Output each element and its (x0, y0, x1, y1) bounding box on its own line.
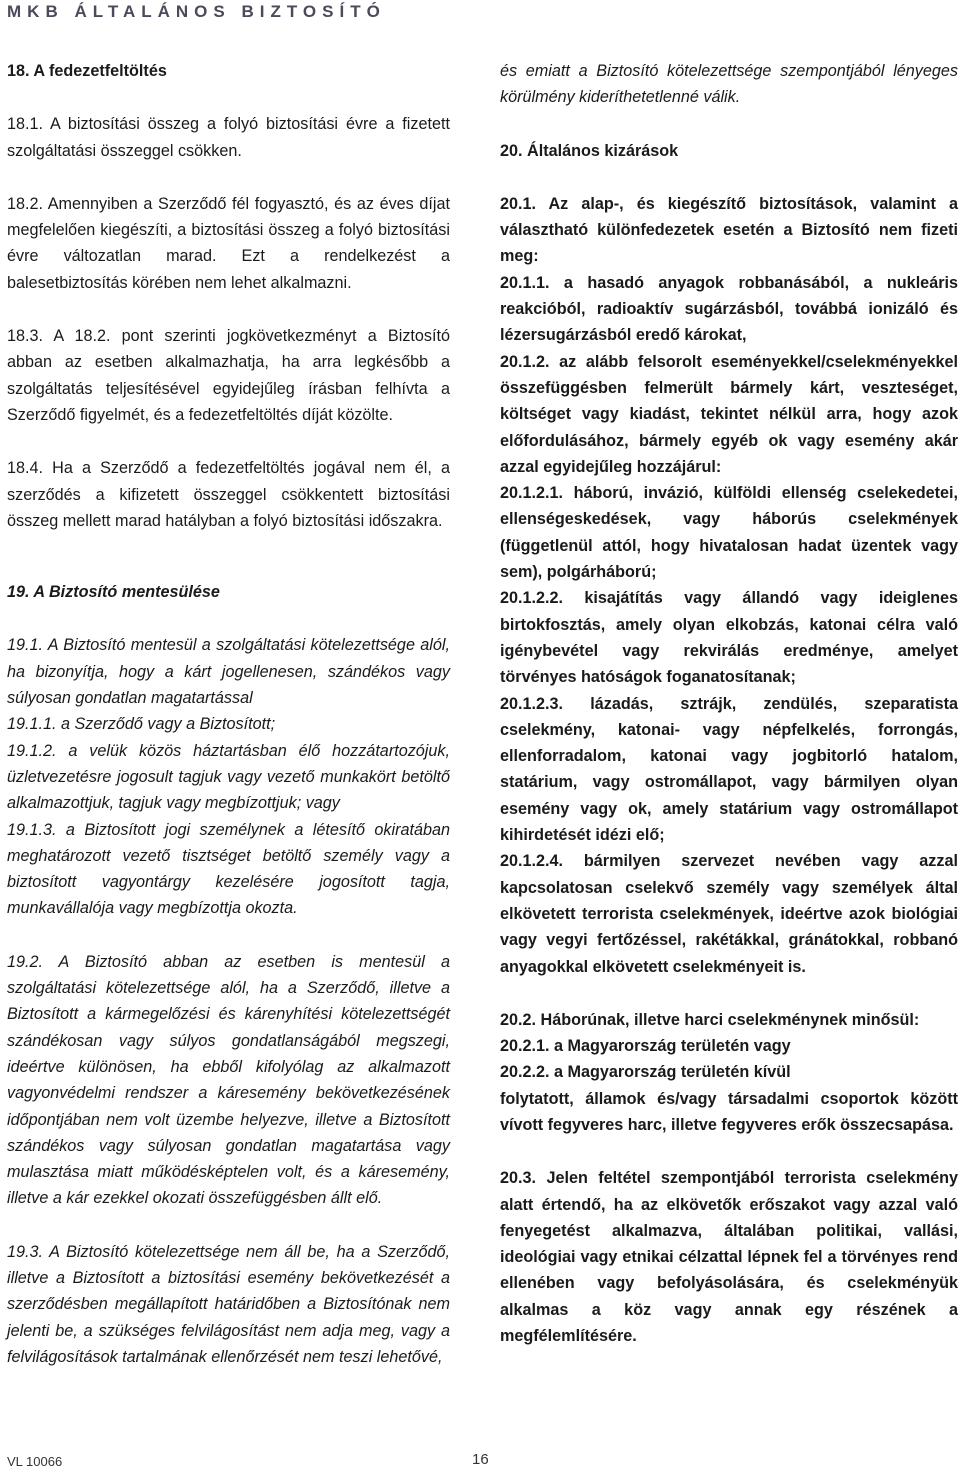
page-number: 16 (472, 1451, 489, 1468)
left-column (7, 58, 450, 1370)
paragraph-20-1-2: 20.1.2. az alább felsorolt eseményekkel/cselekményekkel összefüggésben felmerült bármely kárt, veszteséget, költséget vagy kiadást, tekintet nélkül arra, hogy azok előfordulásához, bármely egyéb ok vagy esemény akár azzal egyidejűleg hozzájárul: (500, 352, 958, 476)
paragraph-19-1: 19.1. A Biztosító mentesül a szolgáltatási kötelezettsége alól, ha bizonyítja, hogy a kárt jogellenesen, szándékos vagy súlyosan gondatlan magatartással (7, 636, 450, 708)
paragraph-20-2: 20.2. Háborúnak, illetve harci cselekménynek minősül: (500, 1010, 920, 1029)
paragraph-20-3: 20.3. Jelen feltétel szempontjából terrorista cselekmény alatt értendő, ha az elkövetők erőszakot vagy azzal való fenyegetést alkalmazva, általában politikai, vallási, ideológiai vagy etnikai célzattal lépnek fel a törvényes rend ellenében vagy befolyásolására, és cselekményük alkalmas a köz vagy annak egy részének a megfélemlítésére. (500, 1169, 958, 1346)
paragraph-18-2: 18.2. Amennyiben a Szerződő fél fogyasztó, és az éves díjat megfelelően kiegészíti, a biztosítási összeg a folyó biztosítási évre változatlan marad. Ezt a rendelkezést a balesetbiztosítás körében nem lehet alkalmazni. (7, 194, 450, 292)
section-19-heading: 19. A Biztosító mentesülése (7, 583, 220, 602)
paragraph-19-2: 19.2. A Biztosító abban az esetben is mentesül a szolgáltatási kötelezettsége alól, ha a Szerződő, illetve a Biztosított a kármegelőzési és kárenyhítési kötelezettségét szándékosan vagy súlyos gondatlanságából megszegi, ideértve különösen, ha ebből kifolyólag az alkalmazott vagyonvédelmi rendszer a káresemény bekövetkezésének időpontjában nem volt üzembe helyezve, illetve a Biztosított szándékos vagy súlyosan gondatlan magatartása vagy mulasztása miatt működésképtelen volt, és a káresemény, illetve a kár ezekkel okozati összefüggésben állt elő. (7, 952, 450, 1208)
paragraph-20-1-1: 20.1.1. a hasadó anyagok robbanásából, a nukleáris reakcióból, radioaktív sugárzásból, továbbá ionizáló és lézersugárzásból eredő károkat, (500, 273, 958, 345)
paragraph-20-2-1: 20.2.1. a Magyarország területén vagy (500, 1037, 791, 1056)
paragraph-19-1-2: 19.1.2. a velük közös háztartásban élő hozzátartozójuk, üzletvezetésre jogosult tagjuk vagy vezető munkakört betöltő alkalmazottjuk, tagjuk vagy megbízottjuk; vagy (7, 741, 450, 813)
paragraph-20-2-2: 20.2.2. a Magyarország területén kívül (500, 1063, 791, 1082)
paragraph-20-1: 20.1. Az alap-, és kiegészítő biztosítások, valamint a választható különfedezetek esetén a Biztosító nem fizeti meg: (500, 194, 958, 266)
right-column (500, 58, 958, 1349)
paragraph-19-3: 19.3. A Biztosító kötelezettsége nem áll be, ha a Szerződő, illetve a Biztosított a biztosítási esemény bekövetkezését a szerződésben megállapított határidőben a Biztosítónak nem jelenti be, a szükséges felvilágosítást nem adja meg, vagy a felvilágosítások tartalmának ellenőrzését nem teszi lehetővé, (7, 1242, 450, 1366)
paragraph-20-1-2-2: 20.1.2.2. kisajátítás vagy állandó vagy ideiglenes birtokfosztás, amely olyan elkobzás, katonai célra való igénybevétel vagy rekvirálás eredménye, amelyet törvényes hatóságok foganatosítanak; (500, 589, 958, 687)
section-18-heading: 18. A fedezetfeltöltés (7, 62, 167, 80)
document-code: VL 10066 (7, 1454, 63, 1469)
paragraph-20-1-2-3: 20.1.2.3. lázadás, sztrájk, zendülés, szeparatista cselekmény, katonai- vagy népfelkelés, forrongás, ellenforradalom, katonai vagy jogbitorló hatalom, statárium, vagy ostromállapot, vagy bármilyen olyan esemény vagy ok, amely statárium vagy ostromállapot kihirdetését idézi elő; (500, 694, 958, 845)
paragraph-20-1-2-4: 20.1.2.4. bármilyen szervezet nevében vagy azzal kapcsolatosan cselekvő személy vagy személyek által elkövetett terrorista cselekmények, ideértve azok biológiai vagy vegyi fertőzéssel, rakétákkal, gránátokkal, robbanó anyagokkal elkövetett cselekményeit is. (500, 852, 958, 976)
page-header-title: MKB ÁLTALÁNOS BIZTOSÍTÓ (7, 2, 386, 21)
paragraph-18-3: 18.3. A 18.2. pont szerinti jogkövetkezményt a Biztosító abban az esetben alkalmazhatja, ha arra legkésőbb a szolgáltatás teljesítésével egyidejűleg írásban felhívta a Szerződő figyelmét, és a fedezetfeltöltés díját közölte. (7, 327, 450, 424)
paragraph-20-1-2-1: 20.1.2.1. háború, invázió, külföldi ellenség cselekedetei, ellenségeskedések, vagy háborús cselekmények (függetlenül attól, hogy hivatalosan hadat üzentek vagy sem), polgárháború; (500, 484, 958, 582)
paragraph-18-1: 18.1. A biztosítási összeg a folyó biztosítási évre a fizetett szolgáltatási összeggel csökken. (7, 115, 450, 160)
paragraph-19-1-1: 19.1.1. a Szerződő vagy a Biztosított; (7, 715, 276, 734)
paragraph-20-2-continued: folytatott, államok és/vagy társadalmi csoportok között vívott fegyveres harc, illetve fegyveres erők összecsapása. (500, 1089, 958, 1134)
paragraph-19-3-continued: és emiatt a Biztosító kötelezettsége szempontjából lényeges körülmény kideríthetetlenné válik. (500, 62, 958, 107)
paragraph-18-4: 18.4. Ha a Szerződő a fedezetfeltöltés jogával nem él, a szerződés a kifizetett összeggel csökkentett biztosítási összeg mellett marad hatályban a folyó biztosítási időszakra. (7, 459, 450, 530)
section-20-heading: 20. Általános kizárások (500, 141, 679, 160)
paragraph-19-1-3: 19.1.3. a Biztosított jogi személynek a létesítő okiratában meghatározott vezető tisztséget betöltő személy vagy a biztosított vagyontárgy kezelésére jogosított tagja, munkavállalója vagy megbízottja okozta. (7, 820, 450, 918)
